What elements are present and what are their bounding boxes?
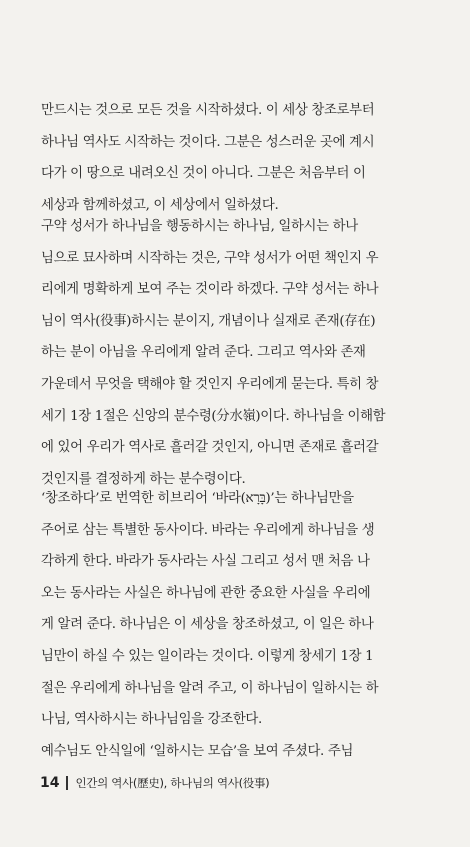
text-line: ‘창조하다’로 번역한 히브리어 ‘바라(בָּרָא)’는 하나님만을	[41, 491, 354, 506]
text-line: 구약 성서가 하나님을 행동하시는 하나님, 일하시는 하나	[41, 219, 358, 234]
text-line: 하나님 역사도 시작하는 것이다. 그분은 성스러운 곳에 계시	[41, 134, 375, 150]
paragraph-2	[41, 211, 445, 495]
text-line: 만드시는 것으로 모든 것을 시작하셨다. 이 세상 창조로부터	[41, 103, 375, 118]
running-head: 인간의 역사(歷史), 하나님의 역사(役事)	[75, 776, 270, 790]
text-line: 각하게 한다. 바라가 동사라는 사실 그리고 성서 맨 처음 나	[41, 554, 370, 570]
text-line: 다가 이 땅으로 내려오신 것이 아니다. 그분은 처음부터 이	[41, 166, 366, 182]
text-line: 세기 1장 1절은 신앙의 분수령(分水嶺)이다. 하나님을 이해함	[41, 408, 386, 424]
text-line: 오는 동사라는 사실은 하나님에 관한 중요한 사실을 우리에	[41, 585, 371, 601]
text-line: 리에게 명확하게 보여 주는 것이라 하겠다. 구약 성서는 하나	[41, 282, 379, 298]
paragraph-1	[41, 95, 445, 221]
text-line: 님만이 하실 수 있는 일이라는 것이다. 이렇게 창세기 1장 1	[41, 648, 374, 664]
text-line: 세상과 함께하셨고, 이 세상에서 일하셨다.	[41, 197, 279, 213]
page-number: 14	[40, 775, 60, 791]
footer-divider	[66, 776, 68, 790]
text-line: 주어로 삼는 특별한 동사이다. 바라는 우리에게 하나님을 생	[41, 522, 375, 538]
text-line: 게 알려 준다. 하나님은 이 세상을 창조하셨고, 이 일은 하나	[41, 617, 374, 633]
text-line: 하는 분이 아님을 우리에게 알려 준다. 그리고 역사와 존재	[41, 345, 366, 361]
text-line: 님으로 묘사하며 시작하는 것은, 구약 성서가 어떤 책인지 우	[41, 250, 379, 266]
text-line: 나님, 역사하시는 하나님임을 강조한다.	[41, 712, 262, 728]
text-line: 예수님도 안식일에 ‘일하시는 모습’을 보여 주셨다. 주님	[41, 743, 354, 759]
text-line: 절은 우리에게 하나님을 알려 주고, 이 하나님이 일하시는 하	[41, 680, 379, 696]
text-line: 에 있어 우리가 역사로 흘러갈 것인지, 아니면 존재로 흘러갈	[41, 440, 379, 456]
text-line: 것인지를 결정하게 하는 분수령이다.	[41, 471, 246, 487]
text-line: 님이 역사(役事)하시는 분이지, 개념이나 실재로 존재(存在)	[41, 313, 376, 329]
paragraph-3	[41, 483, 445, 767]
text-line: 가운데서 무엇을 택해야 할 것인지 우리에게 묻는다. 특히 창	[41, 376, 379, 392]
page-footer	[40, 773, 269, 793]
